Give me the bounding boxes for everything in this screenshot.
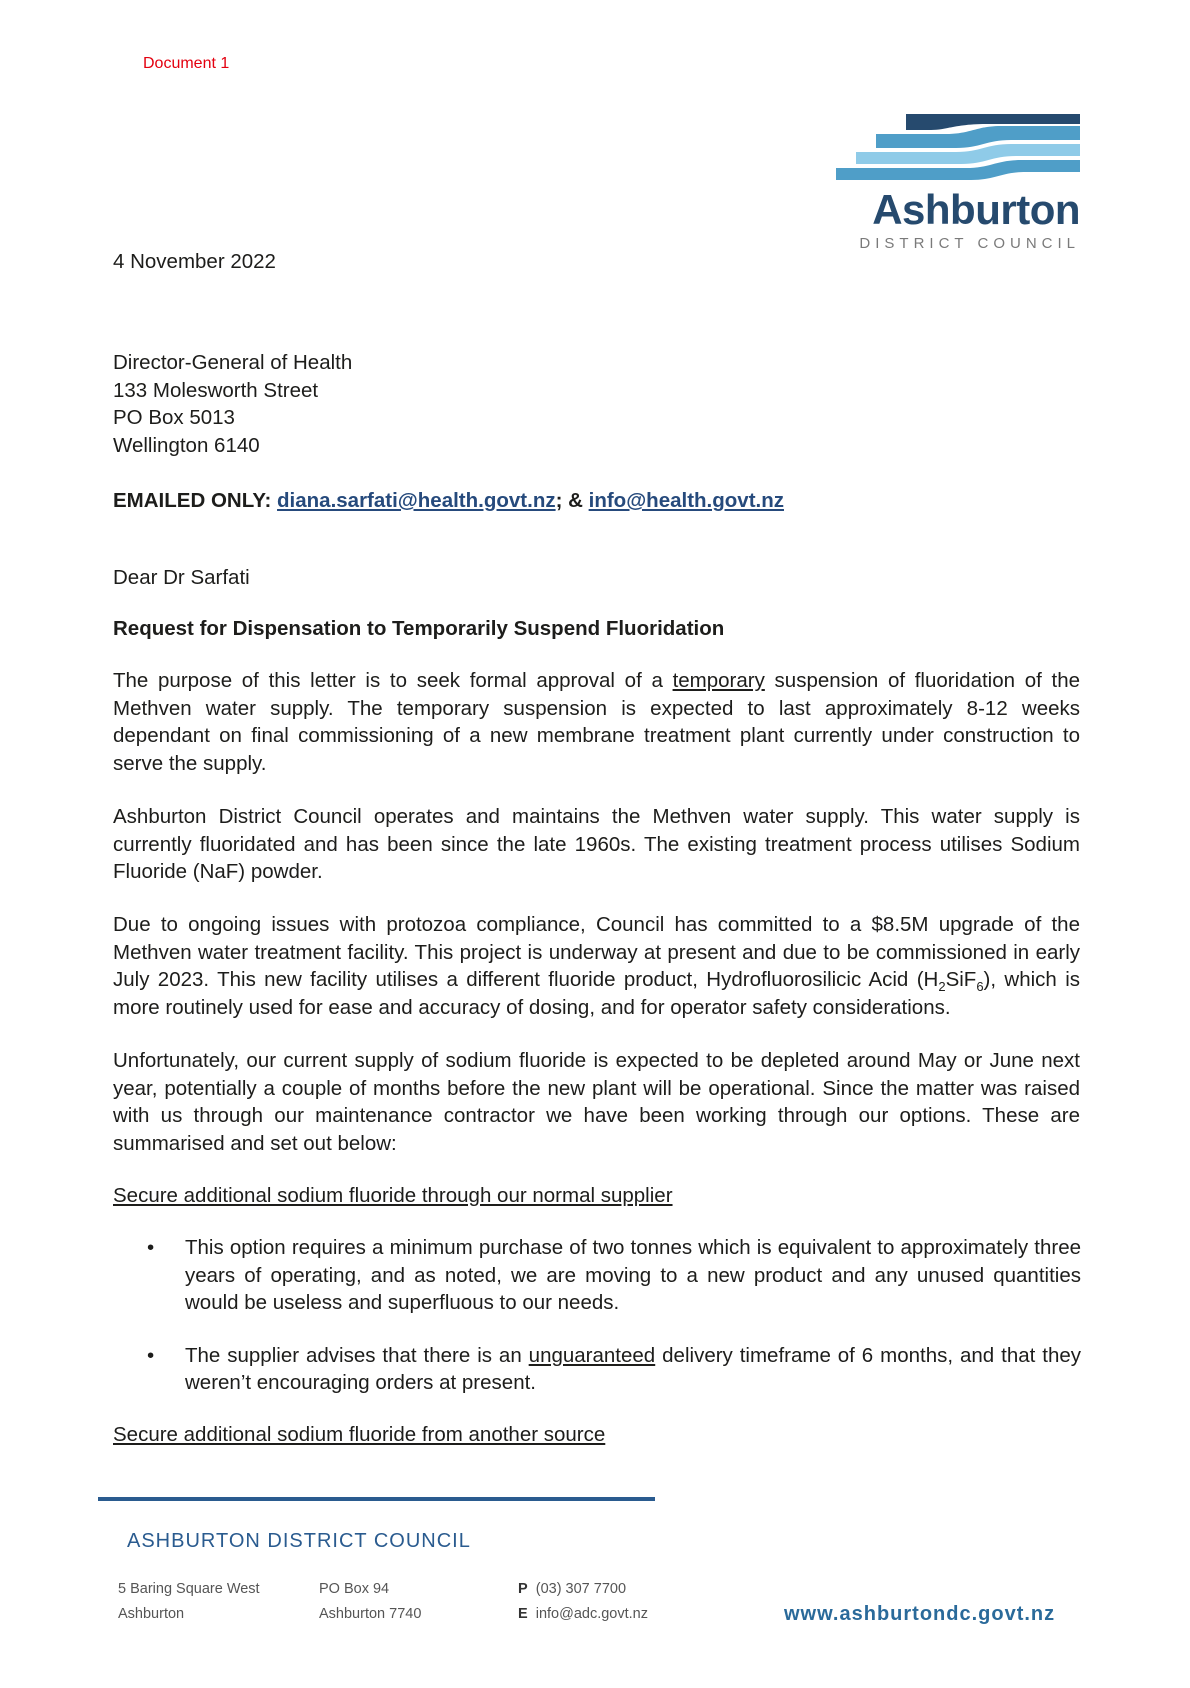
address-line: 133 Molesworth Street (113, 378, 319, 402)
paragraph-upgrade (113, 911, 1080, 1021)
document-label: Document 1 (143, 55, 230, 72)
email-separator: ; & (555, 489, 583, 512)
list-item (140, 1234, 1081, 1317)
paragraph-supply: Unfortunately, our current supply of sodium fluoride is expected to be depleted around May or June next year, potentially a couple of months before the new plant will be operational. Since the matter was raised with us through our maintenance contractor we have been working through our options. These are summarised and set out below: (113, 1049, 1080, 1155)
footer-pobox: PO Box 94 (319, 1581, 390, 1597)
paragraph-purpose (113, 667, 1080, 777)
footer-website-link[interactable]: www.ashburtondc.govt.nz (784, 1603, 1056, 1625)
paragraph-text: suspension of fluoridation of the Methven water supply. The temporary suspension is expected to last approximately 8-12 weeks dependant on final commissioning of a new membrane treatment plant currently under construction to serve the supply. (113, 669, 1080, 775)
bullet-list (140, 1234, 1081, 1397)
footer-email[interactable]: info@adc.govt.nz (535, 1606, 648, 1622)
bullet-text: delivery timeframe of 6 months, and that they weren’t encouraging orders at present. (185, 1343, 1081, 1394)
address-line: Wellington 6140 (113, 433, 260, 457)
subscript: 2 (938, 979, 946, 995)
recipient-address (113, 349, 352, 459)
paragraph-text: ), which is more routinely used for ease and accuracy of dosing, and for operator safety considerations. (113, 968, 1080, 1019)
footer-street-address (118, 1577, 260, 1627)
subscript: 6 (976, 979, 984, 995)
emphasis-unguaranteed: unguaranteed (528, 1343, 656, 1367)
footer-street: 5 Baring Square West (118, 1581, 260, 1597)
letter-subject: Request for Dispensation to Temporarily Suspend Fluoridation (113, 617, 725, 640)
option-heading-normal-supplier: Secure additional sodium fluoride through our normal supplier (113, 1184, 673, 1207)
logo-subtitle: DISTRICT COUNCIL (859, 235, 1080, 252)
footer-contact (518, 1577, 648, 1627)
bullet-icon: • (147, 1236, 155, 1259)
bullet-text: The supplier advises that there is an (185, 1343, 522, 1367)
email-label: E (518, 1606, 528, 1622)
footer-org-name: ASHBURTON DISTRICT COUNCIL (127, 1530, 471, 1552)
address-line: PO Box 5013 (113, 406, 235, 429)
footer-postal-address (319, 1577, 421, 1627)
bullet-text: This option requires a minimum purchase of two tonnes which is equivalent to approximately three years of operating, and as noted, we are moving to a new product and any unused quantities would be useless and superfluous to our needs. (185, 1236, 1081, 1314)
footer-phone: (03) 307 7700 (535, 1581, 627, 1597)
phone-label: P (518, 1581, 528, 1597)
paragraph-text: The purpose of this letter is to seek formal approval of a (113, 669, 663, 692)
emailed-label: EMAILED ONLY: (113, 489, 272, 512)
footer-divider (98, 1497, 655, 1501)
council-logo (836, 114, 1080, 254)
paragraph-text: Due to ongoing issues with protozoa compliance, Council has committed to a $8.5M upgrade of the Methven water treatment facility. This project is underway at present and due to be commissioned in early July 2023. This new facility utilises a different fluoride product, Hydrofluorosilicic Acid (H (113, 913, 1080, 991)
salutation: Dear Dr Sarfati (113, 566, 250, 589)
email-link-info[interactable]: info@health.govt.nz (588, 489, 784, 512)
wave-logo-icon (836, 114, 1080, 180)
paragraph-text: SiF (945, 968, 977, 991)
footer-pobox-town: Ashburton 7740 (319, 1606, 422, 1622)
letter-date: 4 November 2022 (113, 250, 276, 273)
footer-town: Ashburton (118, 1606, 185, 1622)
emailed-line (113, 487, 784, 515)
email-link-sarfati[interactable]: diana.sarfati@health.govt.nz (277, 489, 556, 512)
logo-name: Ashburton (872, 186, 1080, 233)
paragraph-operations: Ashburton District Council operates and maintains the Methven water supply. This water supply is currently fluoridated and has been since the late 1960s. The existing treatment process utilises Sodium Fluoride (NaF) powder. (113, 805, 1080, 883)
address-line: Director-General of Health (113, 351, 353, 374)
emphasis-temporary: temporary (672, 669, 765, 692)
bullet-icon: • (147, 1343, 155, 1367)
option-heading-another-source: Secure additional sodium fluoride from another source (113, 1423, 606, 1446)
list-item (140, 1342, 1081, 1397)
